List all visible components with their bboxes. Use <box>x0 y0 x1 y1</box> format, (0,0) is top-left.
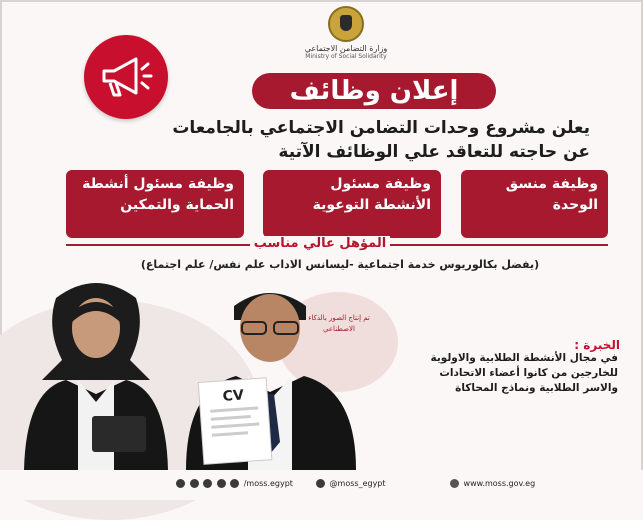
experience-label: الخبرة : <box>574 338 620 352</box>
youtube-icon[interactable] <box>203 479 212 488</box>
qualification-text: (يفضل بكالوريوس خدمة اجتماعية -ليسانس الاداب علم نفس/ علم اجتماع) <box>140 258 540 271</box>
footer-website <box>450 479 535 488</box>
cv-label: CV <box>222 387 245 405</box>
headline-line-1: يعلن مشروع وحدات التضامن الاجتماعي بالجامعات <box>172 118 590 138</box>
footer-website-link[interactable]: www.moss.gov.eg <box>463 479 536 488</box>
ai-note: تم إنتاج الصور بالذكاء الاصطناعي <box>308 314 370 333</box>
instagram-icon[interactable] <box>190 479 199 488</box>
eagle-emblem-icon <box>328 6 364 42</box>
footer-x <box>316 479 386 488</box>
woman-illustration <box>16 276 176 470</box>
qualification-title: المؤهل عالي مناسب <box>250 236 390 251</box>
globe-icon <box>450 479 459 488</box>
ministry-logo <box>300 4 392 68</box>
page-title: إعلان وظائف <box>252 73 496 109</box>
job-card-awareness: وظيفة مسئول الأنشطة التوعوية <box>263 170 441 238</box>
tiktok-icon[interactable] <box>217 479 226 488</box>
job-card-protection: وظيفة مسئول أنشطة الحماية والتمكين <box>66 170 244 238</box>
logo-arabic-text: وزارة التضامن الاجتماعي <box>304 44 388 53</box>
logo-english-text: Ministry of Social Solidarity <box>305 53 387 60</box>
footer <box>0 470 643 500</box>
linkedin-icon[interactable] <box>230 479 239 488</box>
experience-body: في مجال الأنشطة الطلابية والاولوية للخارجين من كانوا أعضاء الاتحادات والاسر الطلابية ونماذج المحاكاة <box>430 352 618 394</box>
x-icon[interactable] <box>316 479 325 488</box>
facebook-icon[interactable] <box>176 479 185 488</box>
footer-x-handle[interactable]: @moss_egypt <box>329 479 386 488</box>
headline <box>70 116 590 164</box>
man-illustration <box>176 276 366 470</box>
footer-handle[interactable]: /moss.egypt <box>243 479 293 488</box>
headline-line-2: عن حاجته للتعاقد علي الوظائف الآتية <box>278 142 590 162</box>
announcement-badge <box>84 35 168 119</box>
megaphone-icon <box>98 53 154 101</box>
footer-social-handle <box>176 479 293 488</box>
job-card-coordinator: وظيفة منسق الوحدة <box>461 170 608 238</box>
